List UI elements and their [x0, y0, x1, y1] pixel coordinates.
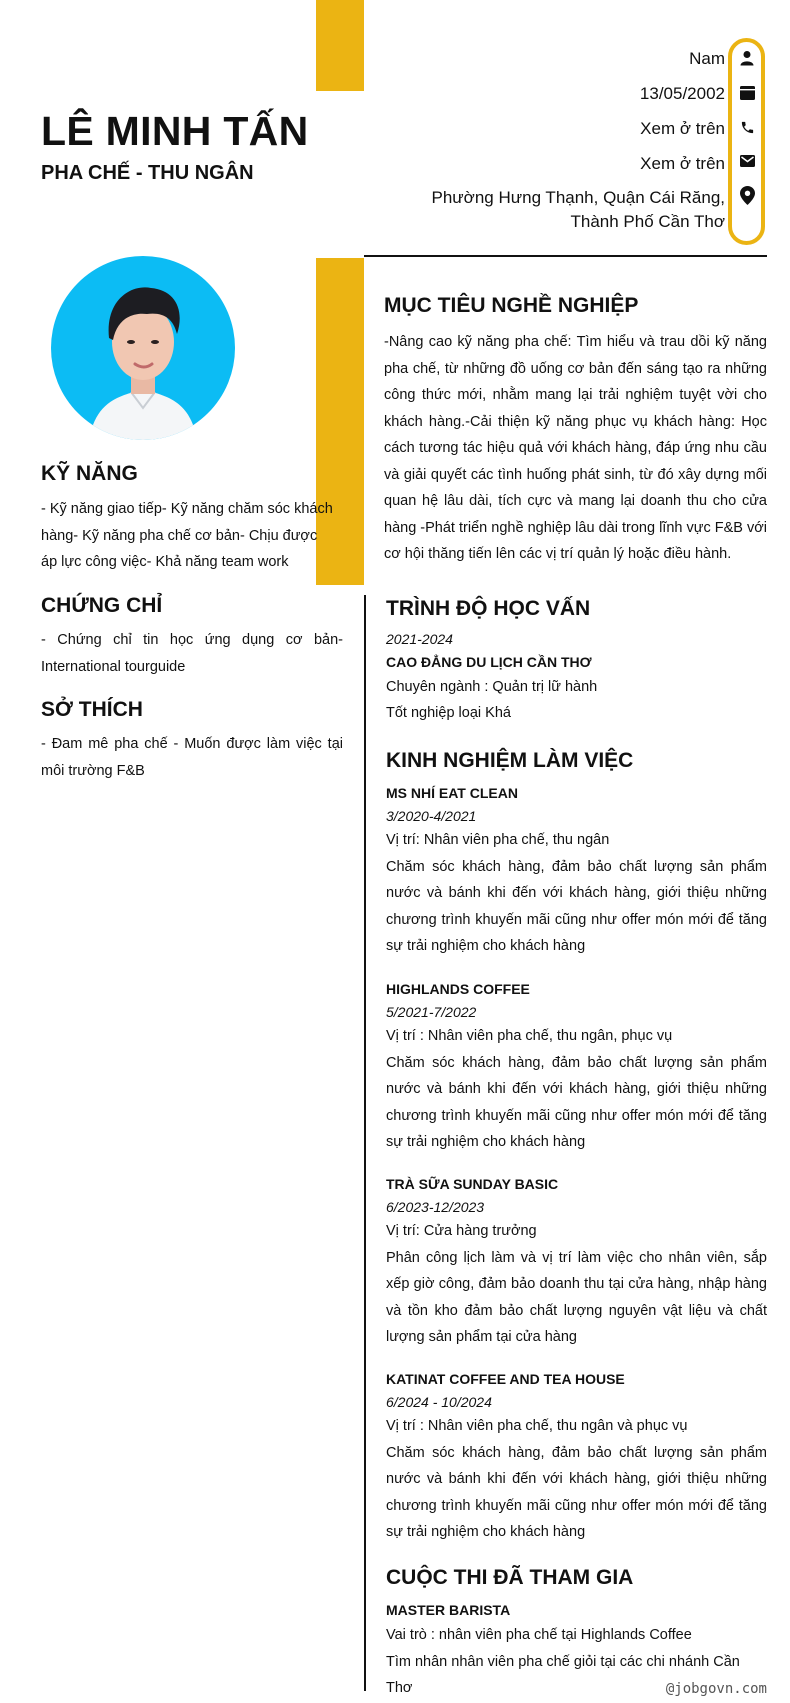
job-item [386, 1367, 767, 1546]
calendar-icon [737, 83, 757, 103]
candidate-role: PHA CHẾ - THU NGÂN [41, 162, 254, 184]
contact-icon-strip [728, 38, 765, 245]
job-period: 5/2021-7/2022 [386, 1004, 477, 1020]
job-period: 3/2020-4/2021 [386, 808, 477, 824]
education-block [386, 628, 767, 726]
watermark: @jobgovn.com [665, 1681, 767, 1697]
experience-title: KINH NGHIỆM LÀM VIỆC [386, 749, 634, 772]
education-grade: Tốt nghiệp loại Khá [386, 705, 511, 721]
job-position: Vị trí : Nhân viên pha chế, thu ngân và phục vụ [386, 1418, 688, 1434]
location-pin-icon [737, 185, 757, 205]
contact-info [365, 44, 725, 234]
education-major: Chuyên ngành : Quản trị lữ hành [386, 679, 598, 695]
objective-text: -Nâng cao kỹ năng pha chế: Tìm hiểu và trau dồi kỹ năng pha chế, từ những đồ uống cơ bản đến sáng tạo ra những công thức mới, nhằm mang lại trải nghiệm tuyệt vời cho khách hàng.-Cải thiện kỹ năng phục vụ khách hàng: Học cách tương tác hiệu quả với khách hàng, đáp ứng nhu cầu và giải quyết các tình huống phát sinh, từ đó xây dựng mối quan hệ lâu dài, tích cực và mang lại doanh thu cho cửa hàng -Phát triển nghề nghiệp lâu dài trong lĩnh vực F&B với cơ hội thăng tiến lên các vị trí quản lý hoặc điều hành. [384, 334, 767, 562]
education-title: TRÌNH ĐỘ HỌC VẤN [386, 597, 591, 620]
divider-horizontal [364, 255, 767, 257]
job-period: 6/2024 - 10/2024 [386, 1394, 492, 1410]
job-description: Chăm sóc khách hàng, đảm bảo chất lượng sản phẩm nước và bánh khi đến với khách hàng, giới thiệu những chương trình khuyến mãi cũng như offer món mới để tăng sự trải nghiệm cho khách hàng [386, 1444, 767, 1540]
job-item [386, 781, 767, 960]
contests-title: CUỘC THI ĐÃ THAM GIA [386, 1566, 634, 1589]
education-school: CAO ĐẲNG DU LỊCH CẦN THƠ [386, 654, 592, 670]
hobbies-text: - Đam mê pha chế - Muốn được làm việc tại môi trường F&B [41, 736, 343, 779]
candidate-name: LÊ MINH TẤN [41, 108, 309, 154]
mail-icon [737, 151, 757, 171]
education-period: 2021-2024 [386, 631, 453, 647]
contest-description: Tìm nhân nhân viên pha chế giỏi tại các chi nhánh Cần Thơ [386, 1653, 740, 1696]
contest-role: Vai trò : nhân viên pha chế tại Highlands Coffee [386, 1627, 692, 1643]
job-item [386, 1172, 767, 1351]
job-company: MS NHÍ EAT CLEAN [386, 785, 518, 801]
job-position: Vị trí: Nhân viên pha chế, thu ngân [386, 832, 610, 848]
contest-name: MASTER BARISTA [386, 1602, 511, 1618]
job-period: 6/2023-12/2023 [386, 1199, 485, 1215]
person-icon [737, 48, 757, 68]
contact-email: Xem ở trên [640, 154, 725, 173]
job-company: TRÀ SỮA SUNDAY BASIC [386, 1176, 559, 1192]
job-company: HIGHLANDS COFFEE [386, 981, 530, 997]
objective-title: MỤC TIÊU NGHỀ NGHIỆP [384, 294, 639, 317]
phone-icon [737, 117, 757, 137]
job-item [386, 977, 767, 1156]
divider-vertical [364, 595, 366, 1691]
job-description: Chăm sóc khách hàng, đảm bảo chất lượng sản phẩm nước và bánh khi đến với khách hàng, giới thiệu những chương trình khuyến mãi cũng như offer món mới để tăng sự trải nghiệm cho khách hàng [386, 858, 767, 954]
contact-address: Phường Hưng Thạnh, Quận Cái Răng, Thành Phố Cần Thơ [431, 188, 725, 231]
contact-phone: Xem ở trên [640, 119, 725, 138]
skills-text: - Kỹ năng giao tiếp- Kỹ năng chăm sóc khách hàng- Kỹ năng pha chế cơ bản- Chịu được áp lực công việc- Khả năng team work [41, 501, 333, 570]
job-company: KATINAT COFFEE AND TEA HOUSE [386, 1371, 625, 1387]
skills-title: KỸ NĂNG [41, 462, 138, 485]
avatar [51, 256, 235, 440]
job-position: Vị trí : Nhân viên pha chế, thu ngân, phục vụ [386, 1028, 673, 1044]
contact-gender: Nam [689, 49, 725, 68]
job-description: Phân công lịch làm và vị trí làm việc cho nhân viên, sắp xếp giờ công, đảm bảo doanh thu tại cửa hàng, nhập hàng và tồn kho đảm bảo chất lượng nguyên vật liệu và chất lượng sản phẩm tại cửa hàng [386, 1249, 767, 1345]
job-description: Chăm sóc khách hàng, đảm bảo chất lượng sản phẩm nước và bánh khi đến với khách hàng, giới thiệu những chương trình khuyến mãi cũng như offer món mới để tăng sự trải nghiệm cho khách hàng [386, 1054, 767, 1150]
hobbies-title: SỞ THÍCH [41, 698, 143, 721]
job-position: Vị trí: Cửa hàng trưởng [386, 1223, 537, 1239]
accent-bar-top [316, 0, 364, 91]
contact-birthday: 13/05/2002 [639, 84, 725, 103]
certificates-title: CHỨNG CHỈ [41, 594, 163, 617]
certificates-text: - Chứng chỉ tin học ứng dụng cơ bản- International tourguide [41, 632, 343, 675]
